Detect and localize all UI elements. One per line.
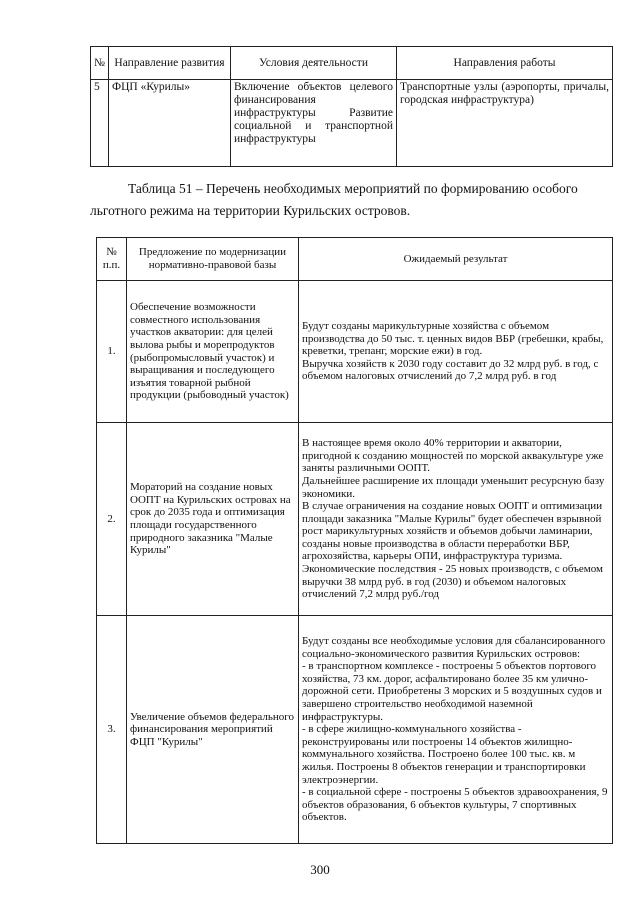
header-direction: Направление развития	[109, 47, 231, 80]
cell-work: Транспортные узлы (аэропорты, причалы, городская инфраструктура)	[397, 80, 613, 167]
header-num: №	[91, 47, 109, 80]
header-proposal: Предложение по модернизации нормативно-правовой базы	[127, 238, 299, 281]
table-header-row	[97, 238, 613, 281]
result-paragraph: - в социальной сфере - построены 5 объектов здравоохранения, 9 объектов образования, 6 объектов культуры, 7 спортивных объектов.	[302, 786, 608, 824]
table-header-row	[91, 47, 613, 80]
cell-proposal: Увеличение объемов федерального финансирования мероприятий ФЦП "Курилы"	[127, 616, 299, 844]
cell-proposal: Мораторий на создание новых ООПТ на Курильских островах на срок до 2035 года и оптимизация площади государственного природного заказника "Малые Курилы"	[127, 423, 299, 616]
table-row	[97, 281, 613, 423]
cell-proposal: Обеспечение возможности совместного использования участков акватории: для целей вылова рыбы и морепродуктов (рыбопромысловый участок) и выращивания и последующего изъятия товарной рыбной продукции (рыбоводный участок)	[127, 281, 299, 423]
cell-result	[299, 616, 613, 844]
caption-line-2: льготного режима на территории Курильских островов.	[90, 203, 411, 218]
cell-result	[299, 281, 613, 423]
header-conditions: Условия деятельности	[231, 47, 397, 80]
caption-line-1: Таблица 51 – Перечень необходимых мероприятий по формированию особого	[128, 181, 578, 196]
table-row	[91, 80, 613, 167]
result-paragraph: Дальнейшее расширение их площади уменьшит ресурсную базу экономики.	[302, 474, 605, 500]
result-paragraph: Будут созданы все необходимые условия для сбалансированного социально-экономического развития Курильских островов:	[302, 635, 606, 660]
table-measures	[96, 237, 613, 844]
page-number: 300	[310, 862, 330, 877]
result-paragraph: Экономические последствия - 25 новых производств, с объемом выручки 38 млрд руб. в год (2030) и объемом налоговых отчислений 7,2 млрд руб./год	[302, 563, 603, 601]
header-num: № п.п.	[97, 238, 127, 281]
cell-num: 5	[91, 80, 109, 167]
header-work: Направления работы	[397, 47, 613, 80]
result-paragraph: В настоящее время около 40% территории и акватории, пригодной к созданию мощностей по морской аквакультуре уже заняты различными ООПТ.	[302, 437, 604, 475]
result-paragraph: - в сфере жилищно-коммунального хозяйства - реконструированы или построены 14 объектов жилищно-коммунального хозяйства. Построено более 100 тыс. кв. м жилья. Построены 8 объектов генерации и транспортировки электроэнергии.	[302, 723, 586, 786]
cell-conditions: Включение объектов целевого финансирования инфраструктуры Развитие социальной и транспортной инфраструктуры	[231, 80, 397, 167]
result-paragraph: Будут созданы марикультурные хозяйства с объемом производства до 50 тыс. т. ценных видов ВБР (гребешки, крабы, креветки, трепанг, морские ежи) в год.	[302, 320, 604, 358]
cell-num: 1.	[97, 281, 127, 423]
cell-num: 2.	[97, 423, 127, 616]
table-caption	[90, 178, 612, 222]
cell-result	[299, 423, 613, 616]
table-row	[97, 616, 613, 844]
cell-num: 3.	[97, 616, 127, 844]
result-paragraph: В случае ограничения на создание новых ООПТ и оптимизации площади заказника "Малые Курилы" будет обеспечен взрывной рост марикультурных хозяйств и объемов добычи ламинарии, созданы новые производства в области переработки ВБР, агрохозяйства, карьеры ОПИ, инфраструктура туризма.	[302, 500, 603, 563]
table-development-directions	[90, 46, 613, 167]
header-result: Ожидаемый результат	[299, 238, 613, 281]
result-paragraph: Выручка хозяйств к 2030 году составит до 32 млрд руб. в год, с объемом налоговых отчислений до 7,2 млрд руб. в год	[302, 357, 599, 383]
result-paragraph: - в транспортном комплексе - построены 5 объектов портового хозяйства, 73 км. дорог, асфальтировано более 35 км улично-дорожной сети. Приобретены 3 морских и 5 воздушных судов и завершено строительство необходимой наземной инфраструктуры.	[302, 660, 602, 723]
table-row	[97, 423, 613, 616]
cell-direction: ФЦП «Курилы»	[109, 80, 231, 167]
